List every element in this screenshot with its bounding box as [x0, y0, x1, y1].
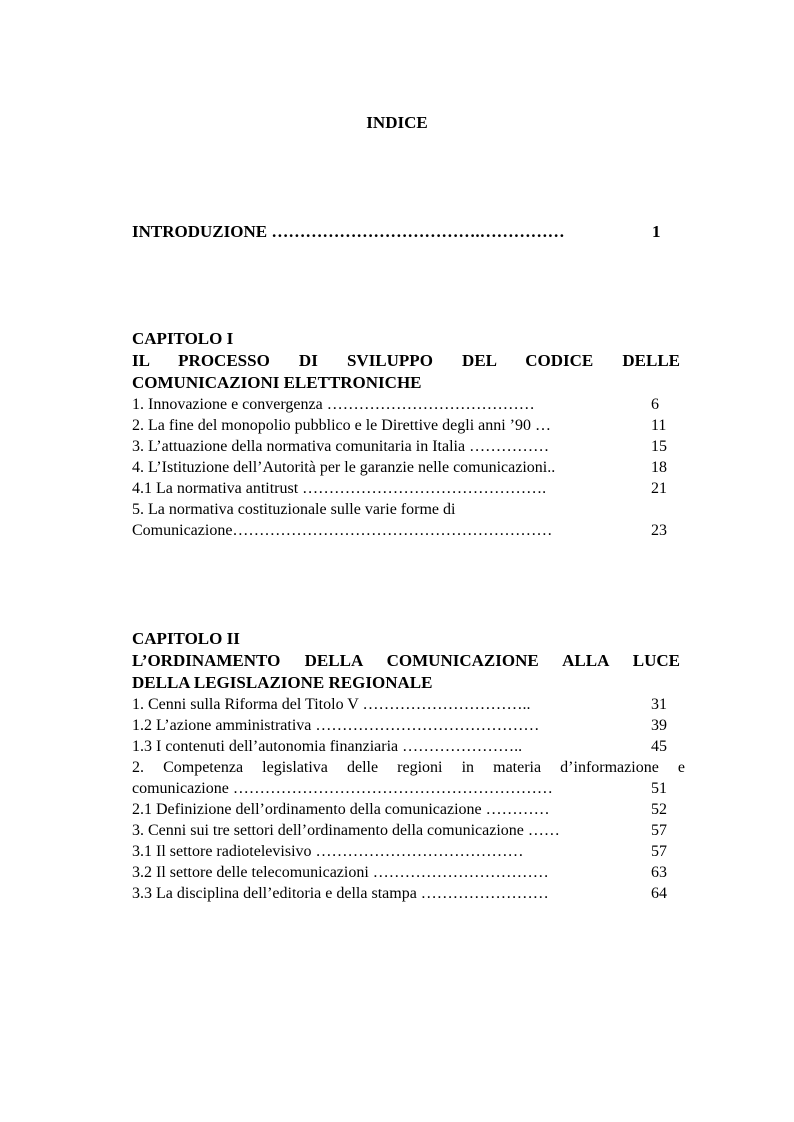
- toc-entry: [132, 415, 680, 436]
- toc-entry-text: 2.1 Definizione dell’ordinamento della comunicazione …………: [132, 801, 550, 818]
- toc-entry-text: 1.3 I contenuti dell’autonomia finanziaria …………………..: [132, 738, 523, 755]
- chapter-heading: [132, 350, 680, 394]
- toc-entry-text: 2. La fine del monopolio pubblico e le Direttive degli anni ’90 …: [132, 417, 552, 434]
- toc-entry-text: 1.2 L’azione amministrativa ……………………………………: [132, 717, 540, 734]
- toc-entry-text: 3. Cenni sui tre settori dell’ordinamento della comunicazione ……: [132, 822, 560, 839]
- toc-entry: [132, 736, 680, 757]
- toc-entry: [132, 478, 680, 499]
- toc-entry-line: [132, 520, 680, 541]
- toc-entry: [132, 799, 680, 820]
- chapter-heading-line: COMUNICAZIONI ELETTRONICHE: [132, 373, 422, 392]
- toc-entry: [132, 457, 680, 478]
- chapter-heading-line: IL PROCESSO DI SVILUPPO DEL CODICE DELLE: [132, 351, 680, 370]
- toc-entry: [132, 694, 680, 715]
- toc-entry-text: INTRODUZIONE ……………………………….……………: [132, 222, 565, 241]
- toc-entry-page: 39: [651, 717, 667, 734]
- toc-entry-page: 52: [651, 801, 667, 818]
- toc-entry-page: 57: [651, 843, 667, 860]
- toc-entry-page: 21: [651, 480, 667, 497]
- toc-entry-page: 1: [652, 222, 661, 241]
- toc-entry-text: Comunicazione……………………………………………………: [132, 522, 553, 539]
- toc-entry-text: 4.1 La normativa antitrust ……………………………………….: [132, 480, 547, 497]
- toc-entry-text: 3. L’attuazione della normativa comunitaria in Italia ……………: [132, 438, 550, 455]
- toc-entry-page: 63: [651, 864, 667, 881]
- toc-entry-page: 51: [651, 780, 667, 797]
- toc-entry-wrapped: [132, 757, 685, 799]
- toc-entry-text: 3.3 La disciplina dell’editoria e della stampa ……………………: [132, 885, 549, 902]
- toc-entry: [132, 883, 680, 904]
- toc-entry-page: 57: [651, 822, 667, 839]
- chapter-heading-line: L’ORDINAMENTO DELLA COMUNICAZIONE ALLA LUCE: [132, 651, 680, 670]
- toc-entry: [132, 862, 680, 883]
- chapter-1: [132, 328, 680, 541]
- toc-entry-text: comunicazione ……………………………………………………: [132, 780, 553, 797]
- toc-entry-text: 5. La normativa costituzionale sulle varie forme di: [132, 501, 456, 518]
- toc-entry-page: 6: [651, 396, 659, 413]
- toc-entry-text: 4. L’Istituzione dell’Autorità per le garanzie nelle comunicazioni..: [132, 459, 556, 476]
- toc-entry-page: 18: [651, 459, 667, 476]
- toc-entry-line: [132, 499, 680, 520]
- toc-entry: [132, 820, 680, 841]
- toc-entry-page: 23: [651, 522, 667, 539]
- toc-entry-line: [132, 778, 680, 799]
- toc-entry-text: 1. Cenni sulla Riforma del Titolo V …………………………..: [132, 696, 531, 713]
- page-title: INDICE: [366, 113, 428, 132]
- toc-entry-page: 15: [651, 438, 667, 455]
- toc-entry-line: 2. Competenza legislativa delle regioni in materia d’informazione e: [132, 759, 685, 776]
- toc-entry-wrapped: [132, 499, 680, 541]
- chapter-heading-line: DELLA LEGISLAZIONE REGIONALE: [132, 673, 433, 692]
- toc-entry: [132, 715, 680, 736]
- toc-entry-page: 64: [651, 885, 667, 902]
- toc-entry-page: 11: [651, 417, 667, 434]
- toc-entry-page: 31: [651, 696, 667, 713]
- toc-entry: [132, 841, 680, 862]
- chapter-2: [132, 628, 685, 904]
- toc-entry-text: 1. Innovazione e convergenza …………………………………: [132, 396, 535, 413]
- toc-entry-text: 3.2 Il settore delle telecomunicazioni ……………………………: [132, 864, 549, 881]
- chapter-heading: [132, 650, 680, 694]
- toc-entry-page: 45: [651, 738, 667, 755]
- toc-entry-text: 3.1 Il settore radiotelevisivo …………………………………: [132, 843, 524, 860]
- toc-entry: [132, 394, 680, 415]
- chapter-label: CAPITOLO II: [132, 629, 240, 648]
- toc-entry: [132, 436, 680, 457]
- chapter-label: CAPITOLO I: [132, 329, 234, 348]
